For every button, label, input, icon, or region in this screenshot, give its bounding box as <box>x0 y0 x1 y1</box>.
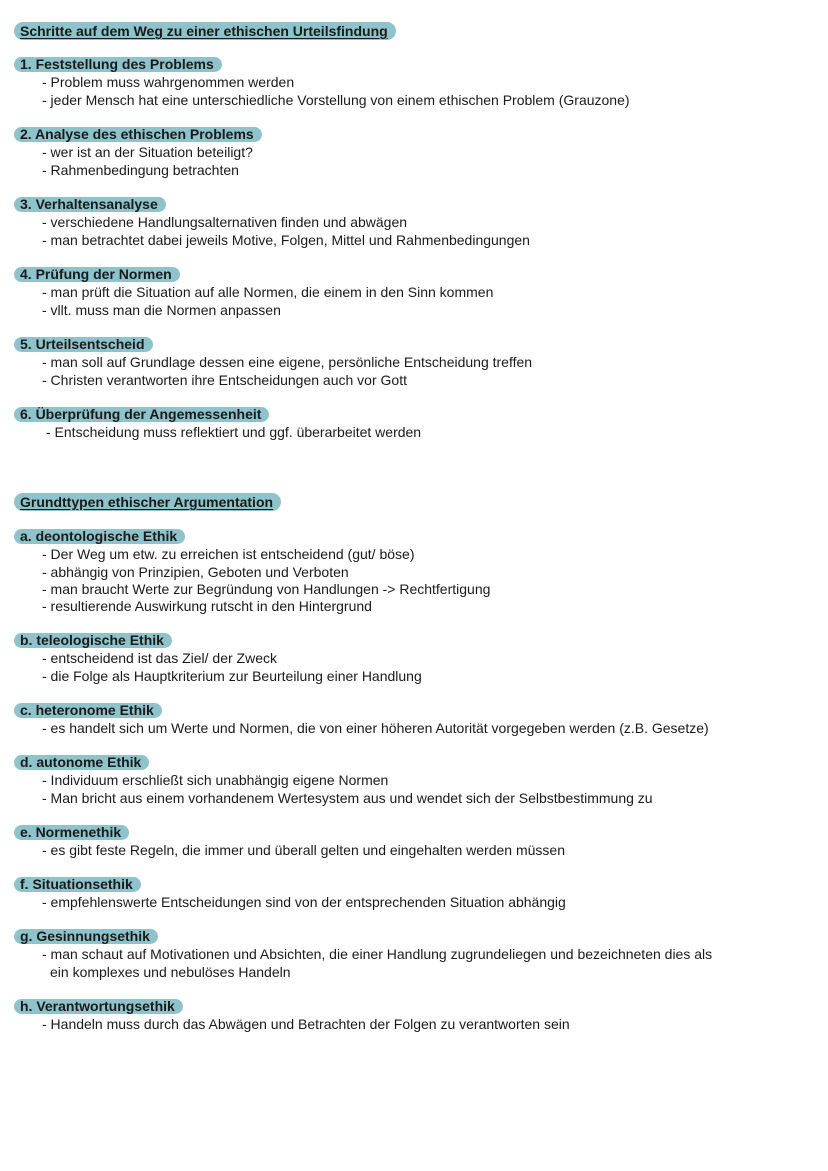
section-title-argumentation: Grundttypen ethischer Argumentation <box>14 493 281 511</box>
list-item: - abhängig von Prinzipien, Geboten und Verboten <box>42 564 349 580</box>
list-item-continuation: ein komplexes und nebulöses Handeln <box>50 964 291 980</box>
list-item: - resultierende Auswirkung rutscht in den Hintergrund <box>42 598 372 614</box>
list-item: - Christen verantworten ihre Entscheidungen auch vor Gott <box>42 372 407 388</box>
step-heading-1: 1. Feststellung des Problems <box>14 57 222 72</box>
list-item: - Individuum erschließt sich unabhängig eigene Normen <box>42 772 389 788</box>
step-heading-6: 6. Überprüfung der Angemessenheit <box>14 407 269 422</box>
type-heading-g: g. Gesinnungsethik <box>14 929 158 944</box>
list-item: - empfehlenswerte Entscheidungen sind von der entsprechenden Situation abhängig <box>42 894 566 910</box>
list-item: - jeder Mensch hat eine unterschiedliche Vorstellung von einem ethischen Problem (Grauzone) <box>42 92 630 108</box>
step-heading-5: 5. Urteilsentscheid <box>14 337 153 352</box>
step-heading-3: 3. Verhaltensanalyse <box>14 197 166 212</box>
section-title-urteilsfindung: Schritte auf dem Weg zu einer ethischen Urteilsfindung <box>14 22 396 40</box>
list-item: - man betrachtet dabei jeweils Motive, Folgen, Mittel und Rahmenbedingungen <box>42 232 530 248</box>
type-heading-b: b. teleologische Ethik <box>14 633 172 648</box>
list-item: - Man bricht aus einem vorhandenem Wertesystem aus und wendet sich der Selbstbestimmung zu <box>42 790 653 806</box>
list-item: - man braucht Werte zur Begründung von Handlungen -> Rechtfertigung <box>42 581 491 597</box>
list-item: - entscheidend ist das Ziel/ der Zweck <box>42 650 277 666</box>
type-heading-h: h. Verantwortungsethik <box>14 999 183 1014</box>
type-heading-a: a. deontologische Ethik <box>14 529 185 544</box>
list-item: - Der Weg um etw. zu erreichen ist entscheidend (gut/ böse) <box>42 546 415 562</box>
list-item: - Problem muss wahrgenommen werden <box>42 74 295 90</box>
list-item: - Entscheidung muss reflektiert und ggf. überarbeitet werden <box>46 424 422 440</box>
list-item: - Handeln muss durch das Abwägen und Betrachten der Folgen zu verantworten sein <box>42 1016 570 1032</box>
list-item: - man prüft die Situation auf alle Normen, die einem in den Sinn kommen <box>42 284 494 300</box>
list-item: - es handelt sich um Werte und Normen, die von einer höheren Autorität vorgegeben werden (z.B. Gesetze) <box>42 720 709 736</box>
type-heading-d: d. autonome Ethik <box>14 755 149 770</box>
list-item: - die Folge als Hauptkriterium zur Beurteilung einer Handlung <box>42 668 422 684</box>
type-heading-f: f. Situationsethik <box>14 877 141 892</box>
list-item: - verschiedene Handlungsalternativen finden und abwägen <box>42 214 408 230</box>
list-item: - man soll auf Grundlage dessen eine eigene, persönliche Entscheidung treffen <box>42 354 533 370</box>
list-item: - man schaut auf Motivationen und Absichten, die einer Handlung zugrundeliegen und bezeichneten dies als <box>42 946 713 962</box>
type-heading-c: c. heteronome Ethik <box>14 703 162 718</box>
step-heading-2: 2. Analyse des ethischen Problems <box>14 127 262 142</box>
type-heading-e: e. Normenethik <box>14 825 129 840</box>
list-item: - es gibt feste Regeln, die immer und überall gelten und eingehalten werden müssen <box>42 842 565 858</box>
list-item: - Rahmenbedingung betrachten <box>42 162 239 178</box>
list-item: - wer ist an der Situation beteiligt? <box>42 144 253 160</box>
step-heading-4: 4. Prüfung der Normen <box>14 267 180 282</box>
list-item: - vllt. muss man die Normen anpassen <box>42 302 281 318</box>
